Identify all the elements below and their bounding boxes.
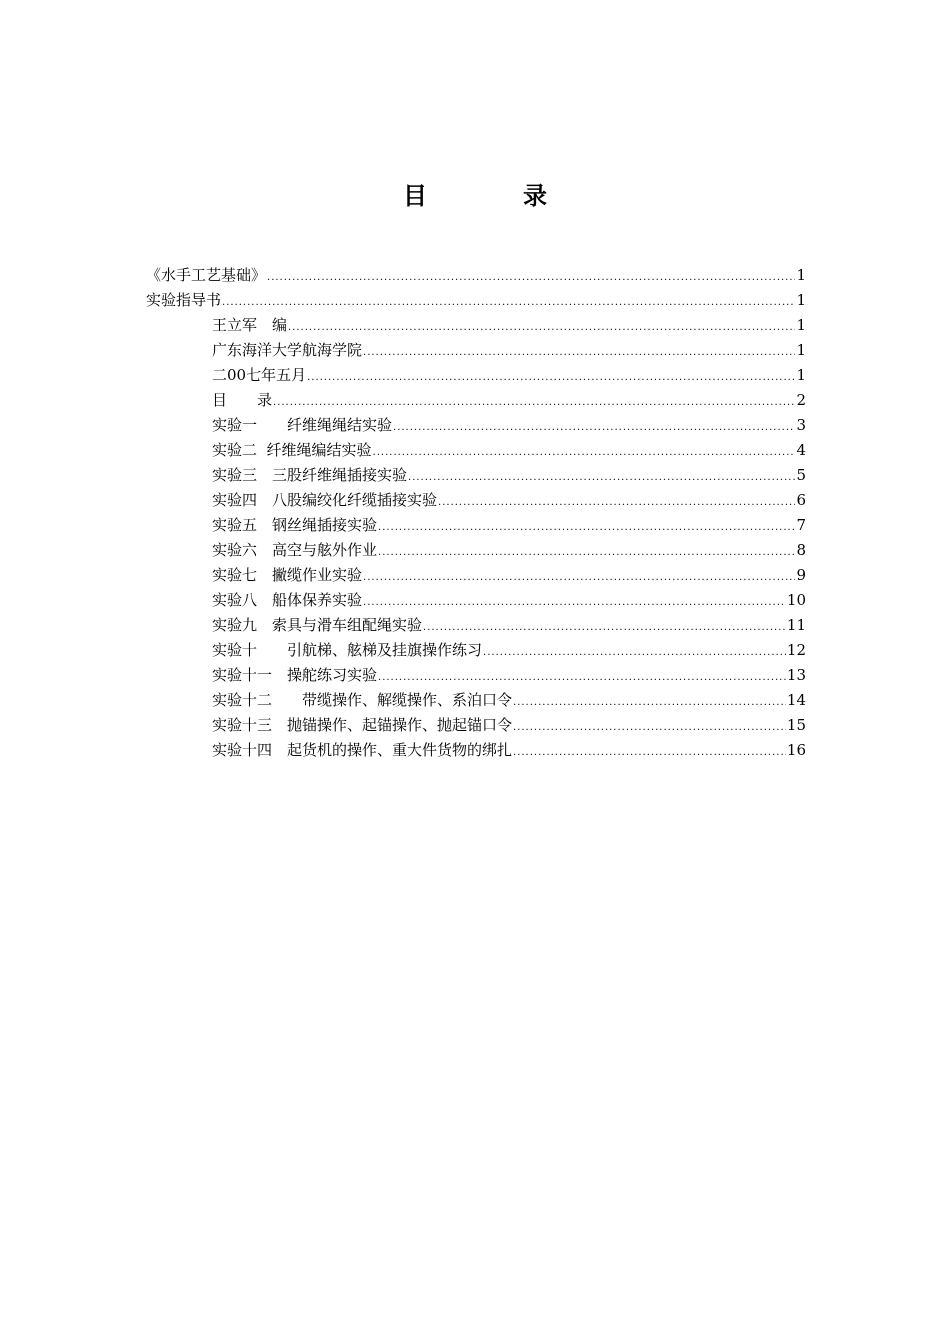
toc-entry[interactable] bbox=[146, 638, 806, 663]
toc-entry-text: 实验一 纤维绳绳结实验 bbox=[212, 416, 393, 434]
toc-entry[interactable] bbox=[146, 513, 806, 538]
toc-entry-text: 实验十二 带缆操作、解缆操作、系泊口令 bbox=[212, 691, 513, 709]
toc-dot-leader bbox=[513, 690, 786, 715]
toc-entry[interactable] bbox=[146, 288, 806, 313]
toc-dot-leader bbox=[378, 515, 795, 540]
toc-entry-text: 实验十三 抛锚操作、起锚操作、抛起锚口令 bbox=[212, 716, 513, 734]
toc-entry-text: 实验三 三股纤维绳插接实验 bbox=[212, 466, 408, 484]
toc-entry-text: 实验十 引航梯、舷梯及挂旗操作练习 bbox=[212, 641, 483, 659]
toc-entry-text: 实验十一 操舵练习实验 bbox=[212, 666, 378, 684]
toc-entry-text: 王立军 编 bbox=[212, 316, 288, 334]
toc-dot-leader bbox=[393, 415, 795, 440]
toc-entry-text: 实验十四 起货机的操作、重大件货物的绑扎 bbox=[212, 741, 513, 759]
toc-entry-text: 二00七年五月 bbox=[212, 366, 307, 384]
toc-title: 目 录 bbox=[403, 181, 583, 210]
toc-entry[interactable] bbox=[146, 263, 806, 288]
toc-entry[interactable] bbox=[146, 363, 806, 388]
toc-dot-leader bbox=[378, 665, 786, 690]
toc-entry-text: 目 录 bbox=[212, 391, 273, 409]
toc-entry-text: 实验四 八股编绞化纤缆插接实验 bbox=[212, 491, 438, 509]
toc-dot-leader bbox=[307, 365, 795, 390]
toc-entry[interactable] bbox=[146, 413, 806, 438]
toc-page-number: 6 bbox=[796, 491, 806, 509]
toc-entry-text: 实验二 纤维绳编结实验 bbox=[212, 441, 372, 459]
toc-dot-leader bbox=[438, 490, 795, 515]
toc-dot-leader bbox=[363, 340, 795, 365]
toc-dot-leader bbox=[373, 440, 796, 465]
toc-dot-leader bbox=[408, 465, 795, 490]
toc-page-number: 1 bbox=[796, 316, 806, 334]
toc-page-number: 13 bbox=[786, 666, 806, 684]
toc-page-number: 4 bbox=[796, 441, 806, 459]
toc-entry[interactable] bbox=[146, 313, 806, 338]
toc-dot-leader bbox=[513, 715, 786, 740]
toc-entry-text: 实验六 高空与舷外作业 bbox=[212, 541, 378, 559]
toc-page-number: 7 bbox=[796, 516, 806, 534]
toc-entry[interactable] bbox=[146, 463, 806, 488]
toc-entry-text: 《水手工艺基础》 bbox=[146, 266, 267, 284]
toc-entry-text: 实验指导书 bbox=[146, 291, 222, 309]
toc-page-number: 15 bbox=[786, 716, 806, 734]
toc-page-number: 12 bbox=[786, 641, 806, 659]
toc-dot-leader bbox=[363, 590, 786, 615]
toc-page-number: 3 bbox=[796, 416, 806, 434]
toc-dot-leader bbox=[222, 290, 795, 315]
toc-entry[interactable] bbox=[146, 388, 806, 413]
toc-page-number: 2 bbox=[796, 391, 806, 409]
toc-dot-leader bbox=[483, 640, 786, 665]
toc-dot-leader bbox=[267, 265, 795, 290]
toc-dot-leader bbox=[378, 540, 795, 565]
toc-page-number: 10 bbox=[786, 591, 806, 609]
toc-list bbox=[146, 263, 806, 763]
toc-entry[interactable] bbox=[146, 663, 806, 688]
toc-entry-text: 实验五 钢丝绳插接实验 bbox=[212, 516, 378, 534]
toc-page-number: 1 bbox=[796, 366, 806, 384]
toc-page-number: 16 bbox=[786, 741, 806, 759]
toc-entry[interactable] bbox=[146, 538, 806, 563]
toc-dot-leader bbox=[513, 740, 786, 765]
toc-entry-text: 广东海洋大学航海学院 bbox=[212, 341, 363, 359]
toc-entry[interactable] bbox=[146, 438, 806, 463]
toc-dot-leader bbox=[363, 565, 795, 590]
toc-page-number: 5 bbox=[796, 466, 806, 484]
toc-entry-text: 实验七 撇缆作业实验 bbox=[212, 566, 363, 584]
toc-entry-text: 实验九 索具与滑车组配绳实验 bbox=[212, 616, 423, 634]
toc-entry[interactable] bbox=[146, 488, 806, 513]
toc-entry[interactable] bbox=[146, 613, 806, 638]
toc-entry[interactable] bbox=[146, 713, 806, 738]
toc-entry[interactable] bbox=[146, 588, 806, 613]
toc-page-number: 9 bbox=[796, 566, 806, 584]
toc-page-number: 14 bbox=[786, 691, 806, 709]
toc-entry[interactable] bbox=[146, 688, 806, 713]
toc-dot-leader bbox=[423, 615, 786, 640]
toc-page-number: 8 bbox=[796, 541, 806, 559]
toc-entry[interactable] bbox=[146, 563, 806, 588]
toc-page-number: 1 bbox=[796, 291, 806, 309]
toc-page-number: 1 bbox=[796, 266, 806, 284]
toc-page-number: 1 bbox=[796, 341, 806, 359]
toc-page-number: 11 bbox=[786, 616, 806, 634]
toc-dot-leader bbox=[273, 390, 795, 415]
toc-entry-text: 实验八 船体保养实验 bbox=[212, 591, 363, 609]
toc-entry[interactable] bbox=[146, 338, 806, 363]
toc-entry[interactable] bbox=[146, 738, 806, 763]
toc-dot-leader bbox=[288, 315, 795, 340]
